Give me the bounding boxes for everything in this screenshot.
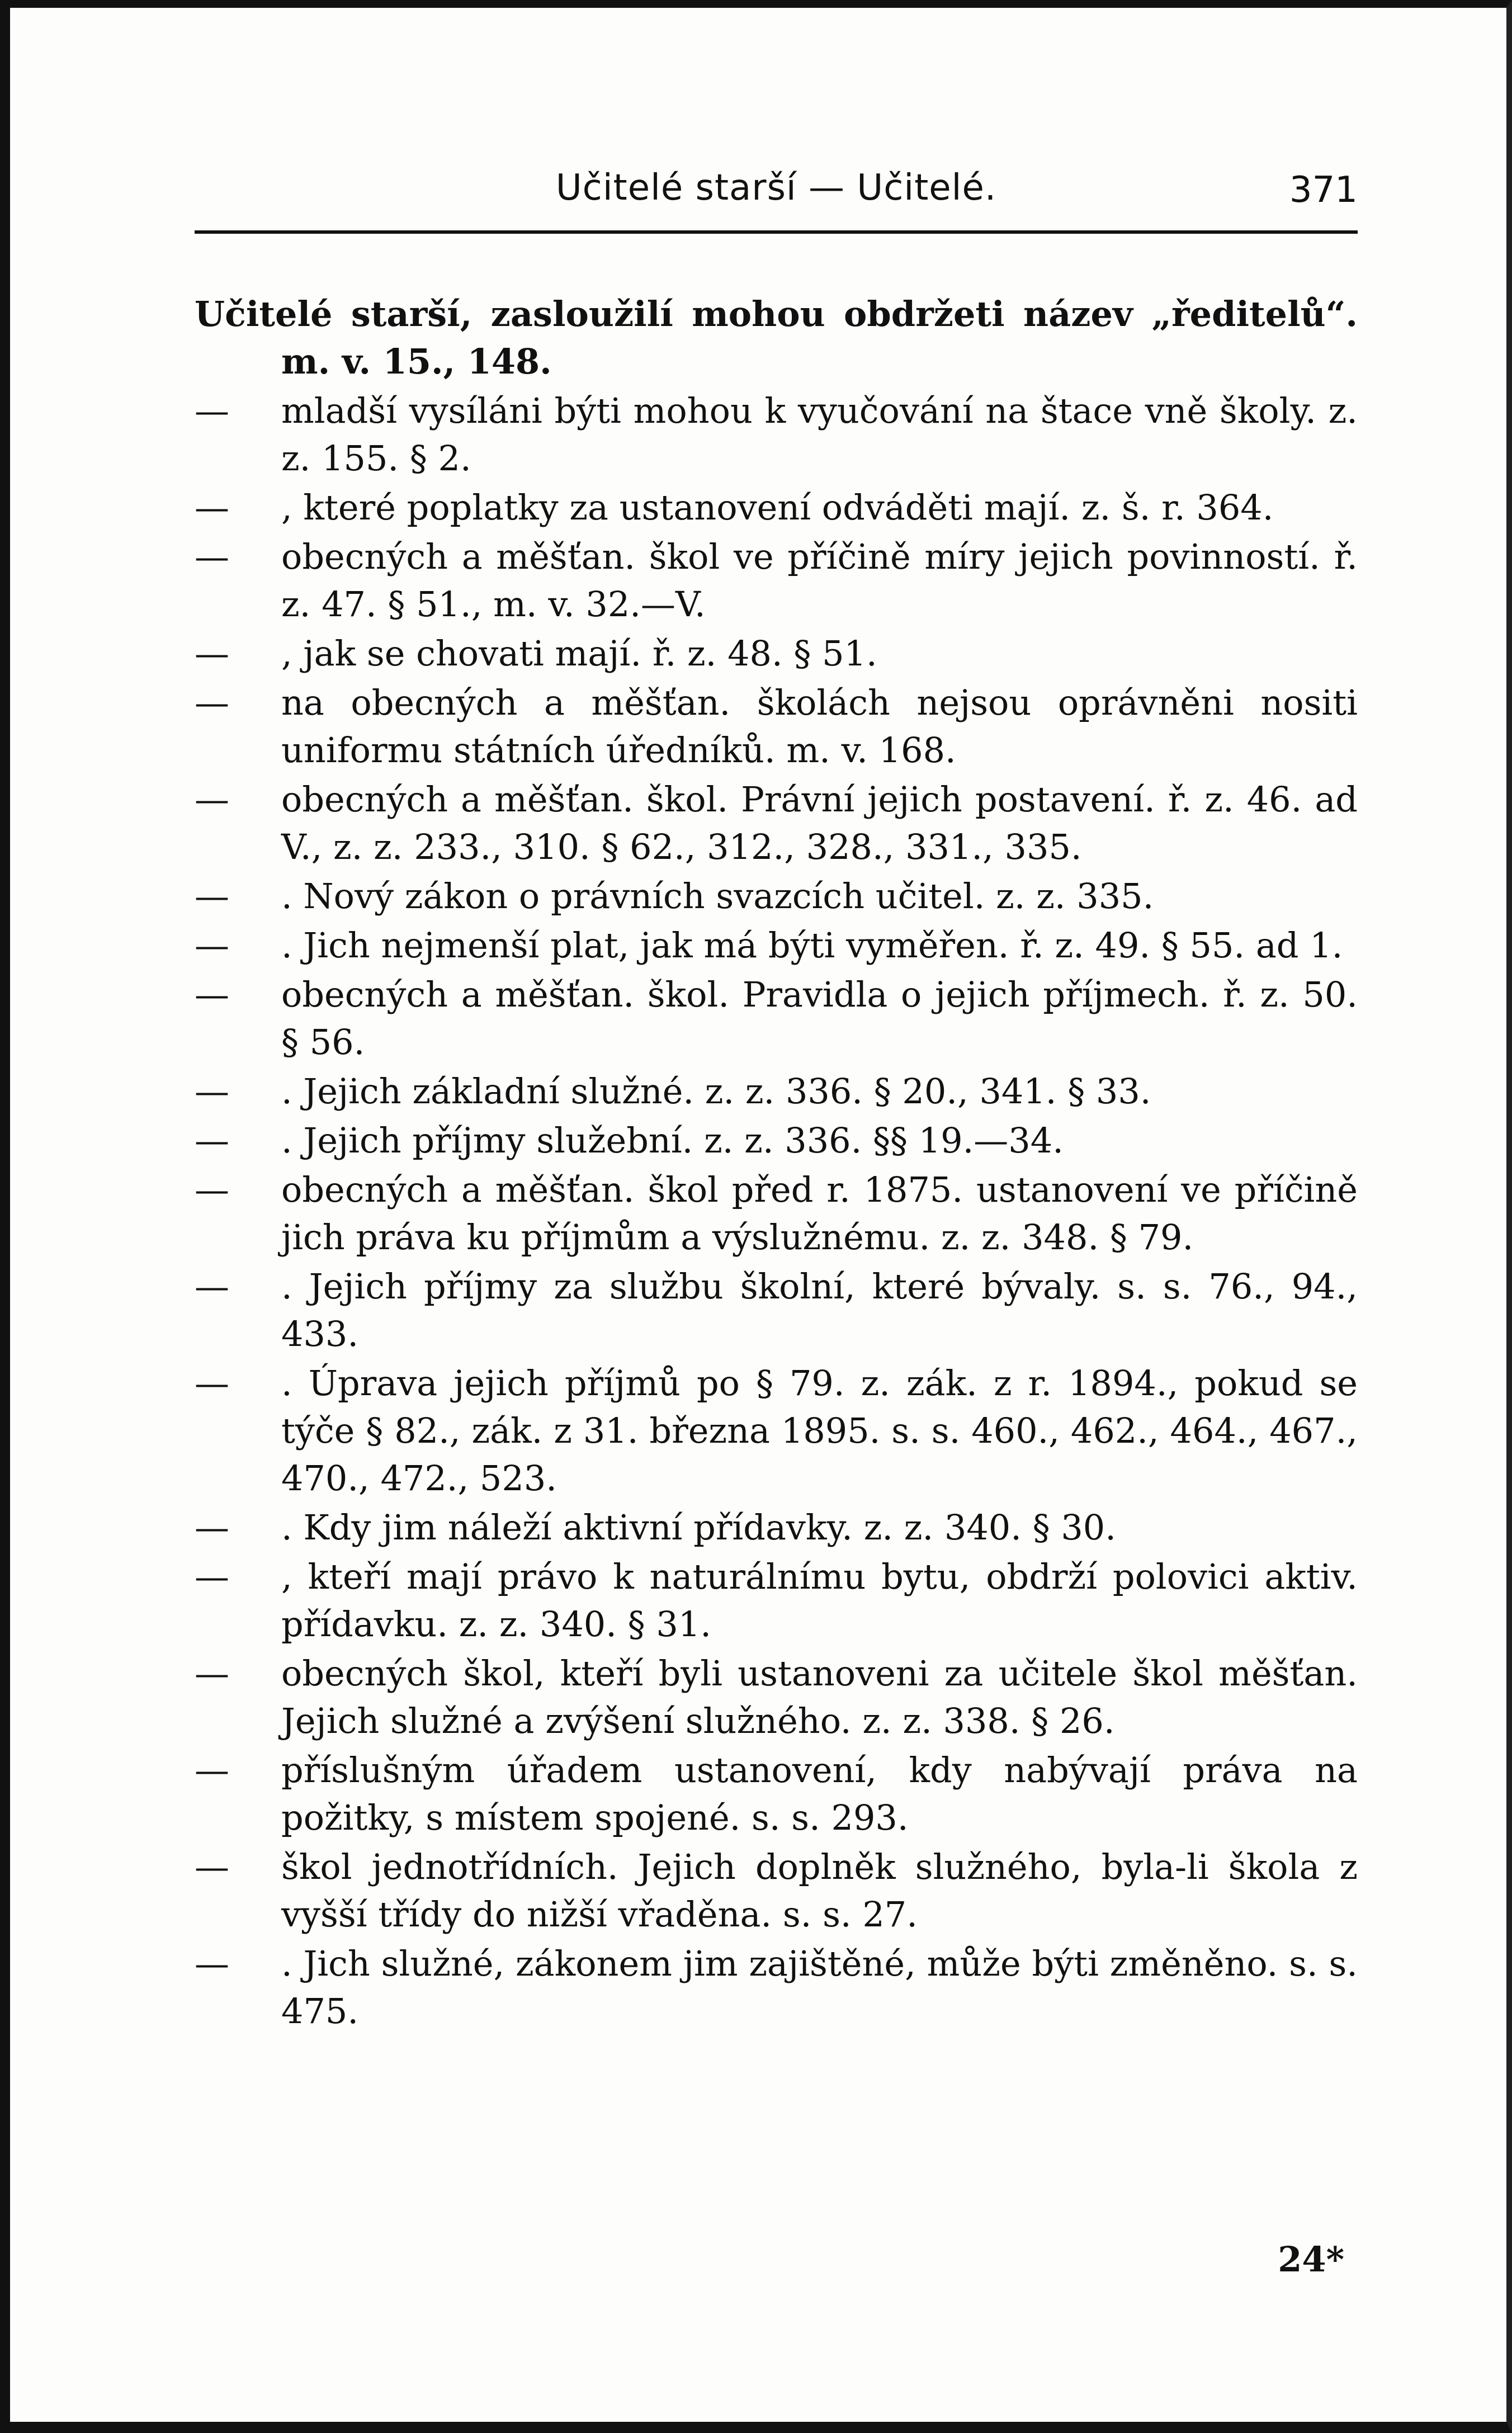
- entry-text: škol jednotřídních. Jejich doplněk služného, byla-li škola z vyšší třídy do nižší vřaděna. s. s. 27.: [281, 1846, 1358, 1935]
- running-header: [195, 167, 1358, 212]
- entry-text: obecných a měšťan. škol. Pravidla o jejich příjmech. ř. z. 50. § 56.: [281, 974, 1358, 1062]
- entry-text: , kteří mají právo k naturálnímu bytu, obdrží polovici aktiv. přídavku. z. z. 340. § 31.: [281, 1556, 1358, 1645]
- entry-dash: —: [195, 1266, 229, 1307]
- index-entry: [195, 922, 1358, 969]
- entry-text: obecných a měšťan. škol před r. 1875. ustanovení ve příčině jich práva ku příjmům a výslužnému. z. z. 348. § 79.: [281, 1169, 1358, 1258]
- entry-dash: —: [195, 1363, 229, 1404]
- header-rule: [195, 230, 1358, 234]
- entry-dash: —: [195, 1071, 229, 1112]
- entry-text: , které poplatky za ustanovení odváděti mají. z. š. r. 364.: [281, 487, 1274, 528]
- entry-dash: —: [195, 633, 229, 674]
- index-entry: [195, 630, 1358, 677]
- index-entry: [195, 1940, 1358, 2035]
- entry-dash: —: [195, 487, 229, 528]
- entry-text: . Nový zákon o právních svazcích učitel. z. z. 335.: [281, 876, 1154, 916]
- index-entry: [195, 971, 1358, 1066]
- entry-dash: —: [195, 1556, 229, 1597]
- entry-text: obecných a měšťan. škol ve příčině míry jejich povinností. ř. z. 47. § 51., m. v. 32.—V.: [281, 536, 1358, 625]
- index-entry: [195, 1067, 1358, 1115]
- index-entry: [195, 1504, 1358, 1551]
- entry-dash: —: [195, 682, 229, 723]
- index-entry: [195, 387, 1358, 482]
- entry-text: mladší vysíláni býti mohou k vyučování na štace vně školy. z. z. 155. § 2.: [281, 390, 1358, 479]
- entry-text: . Jejich základní služné. z. z. 336. § 20., 341. § 33.: [281, 1071, 1151, 1112]
- running-title: Učitelé starší — Učitelé.: [555, 167, 997, 209]
- entry-dash: —: [195, 390, 229, 431]
- entry-text: . Jich nejmenší plat, jak má býti vyměřen. ř. z. 49. § 55. ad 1.: [281, 925, 1343, 966]
- entry-dash: —: [195, 974, 229, 1015]
- entry-dash: —: [195, 1507, 229, 1548]
- entry-dash: —: [195, 1943, 229, 1984]
- index-entry: [195, 1650, 1358, 1745]
- index-entry: [195, 1843, 1358, 1938]
- entry-dash: —: [195, 1750, 229, 1791]
- entry-text: . Jejich příjmy za službu školní, které bývaly. s. s. 76., 94., 433.: [281, 1266, 1358, 1354]
- entry-text: na obecných a měšťan. školách nejsou oprávněni nositi uniformu státních úředníků. m. v. 168.: [281, 682, 1358, 771]
- entry-dash: —: [195, 876, 229, 916]
- index-entry: [195, 776, 1358, 871]
- signature-mark: 24*: [1278, 2239, 1344, 2280]
- entry-text: . Jejich příjmy služební. z. z. 336. §§ 19.—34.: [281, 1120, 1064, 1161]
- index-entry: [195, 1359, 1358, 1502]
- index-entry: [195, 1166, 1358, 1261]
- index-entry: [195, 872, 1358, 920]
- index-entry: [195, 533, 1358, 628]
- entry-dash: —: [195, 1846, 229, 1887]
- index-entries: [195, 290, 1358, 2219]
- index-entry: [195, 1263, 1358, 1358]
- entry-text: Učitelé starší, zasloužilí mohou obdržeti název „ředitelů“. m. v. 15., 148.: [195, 294, 1358, 382]
- entry-text: obecných škol, kteří byli ustanoveni za učitele škol měšťan. Jejich služné a zvýšení služného. z. z. 338. § 26.: [281, 1653, 1358, 1741]
- entry-text: . Jich služné, zákonem jim zajištěné, může býti změněno. s. s. 475.: [281, 1943, 1358, 2032]
- entry-dash: —: [195, 536, 229, 577]
- index-entry: [195, 679, 1358, 774]
- index-entry: [195, 290, 1358, 385]
- entry-text: . Kdy jim náleží aktivní přídavky. z. z. 340. § 30.: [281, 1507, 1116, 1548]
- page-number: 371: [1289, 169, 1358, 211]
- entry-dash: —: [195, 779, 229, 820]
- entry-text: , jak se chovati mají. ř. z. 48. § 51.: [281, 633, 877, 674]
- index-entry: [195, 1746, 1358, 1841]
- entry-dash: —: [195, 1120, 229, 1161]
- entry-dash: —: [195, 1169, 229, 1210]
- entry-dash: —: [195, 925, 229, 966]
- index-entry: [195, 484, 1358, 531]
- entry-text: obecných a měšťan. škol. Právní jejich postavení. ř. z. 46. ad V., z. z. 233., 310. § 62., 312., 328., 331., 335.: [281, 779, 1358, 867]
- index-entry: [195, 1117, 1358, 1164]
- entry-text: příslušným úřadem ustanovení, kdy nabývají práva na požitky, s místem spojené. s. s. 293.: [281, 1750, 1358, 1838]
- entry-dash: —: [195, 1653, 229, 1694]
- entry-text: . Úprava jejich příjmů po § 79. z. zák. z r. 1894., pokud se týče § 82., zák. z 31. března 1895. s. s. 460., 462., 464., 467., 470., 472., 523.: [281, 1363, 1358, 1499]
- index-entry: [195, 1553, 1358, 1648]
